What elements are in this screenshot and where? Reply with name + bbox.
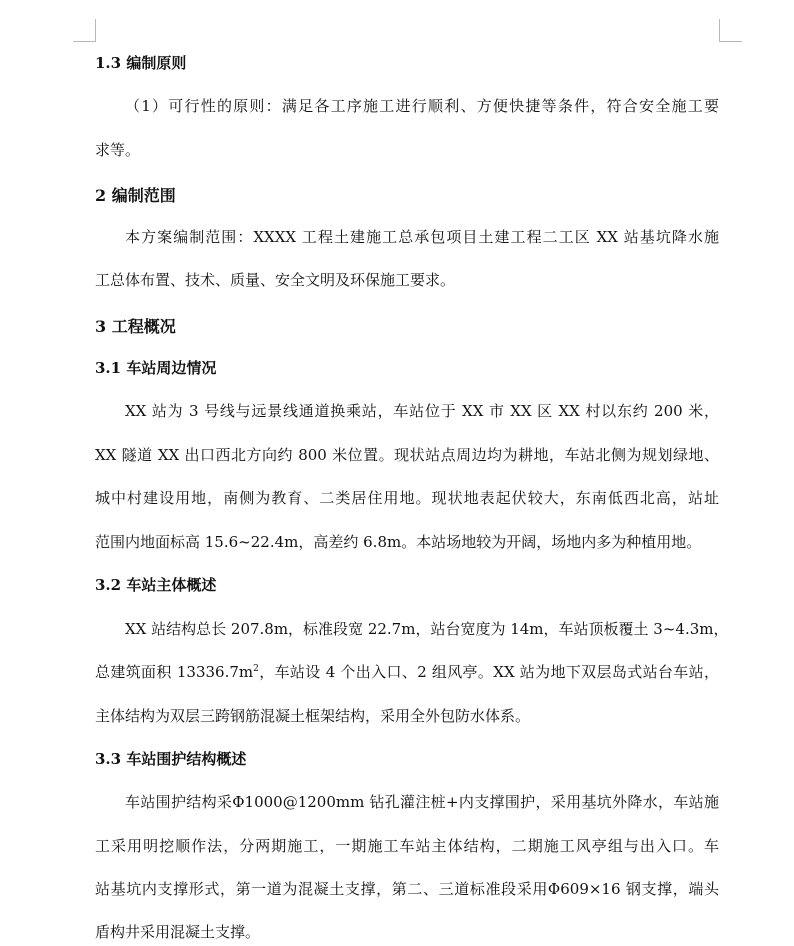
paragraph-line: （1）可行性的原则：满足各工序施工进行顺利、方便快捷等条件，符合安全施工要 <box>125 97 719 115</box>
paragraph-line: XX 站为 3 号线与远景线通道换乘站，车站位于 XX 市 XX 区 XX 村以东约 200 米， <box>125 402 719 420</box>
paragraph-line: 盾构井采用混凝土支撑。 <box>95 923 261 941</box>
heading-3-3: 3.3 车站围护结构概述 <box>95 750 247 768</box>
page-corner-mark-top-right <box>719 19 742 42</box>
paragraph-line: 本方案编制范围：XXXX 工程土建施工总承包项目土建工程二工区 XX 站基坑降水施 <box>125 228 719 246</box>
heading-3-1: 3.1 车站周边情况 <box>95 359 217 377</box>
paragraph-line: 范围内地面标高 15.6~22.4m，高差约 6.8m。本站场地较为开阔，场地内多为种植用地。 <box>95 533 702 551</box>
paragraph-line-with-superscript <box>95 661 719 682</box>
superscript: 2 <box>253 664 259 674</box>
paragraph-line: 站基坑内支撑形式，第一道为混凝土支撑，第二、三道标准段采用Φ609×16 钢支撑，端头 <box>95 880 719 898</box>
text-run: ，车站设 4 个出入口、2 组风亭。XX 站为地下双层岛式站台车站， <box>258 663 719 681</box>
heading-2: 2 编制范围 <box>95 186 176 205</box>
paragraph-line: 求等。 <box>95 141 141 159</box>
paragraph-line: 工采用明挖顺作法，分两期施工，一期施工车站主体结构，二期施工风亭组与出入口。车 <box>95 837 719 855</box>
paragraph-line: XX 隧道 XX 出口西北方向约 800 米位置。现状站点周边均为耕地，车站北侧为规划绿地、 <box>95 446 719 464</box>
heading-3-2: 3.2 车站主体概述 <box>95 576 217 594</box>
paragraph-line: 主体结构为双层三跨钢筋混凝土框架结构，采用全外包防水体系。 <box>95 707 531 725</box>
paragraph-line: 城中村建设用地，南侧为教育、二类居住用地。现状地表起伏较大，东南低西北高，站址 <box>95 489 719 507</box>
heading-1-3: 1.3 编制原则 <box>95 54 187 72</box>
heading-3: 3 工程概况 <box>95 317 176 336</box>
paragraph-line: XX 站结构总长 207.8m，标准段宽 22.7m，站台宽度为 14m，车站顶板覆土 3~4.3m， <box>125 620 729 638</box>
paragraph-line: 车站围护结构采Φ1000@1200mm 钻孔灌注桩+内支撑围护，采用基坑外降水，车站施 <box>125 793 719 811</box>
text-run: 总建筑面积 13336.7m <box>95 663 254 681</box>
paragraph-line: 工总体布置、技术、质量、安全文明及环保施工要求。 <box>95 271 456 289</box>
page-corner-mark-top-left <box>73 19 96 42</box>
